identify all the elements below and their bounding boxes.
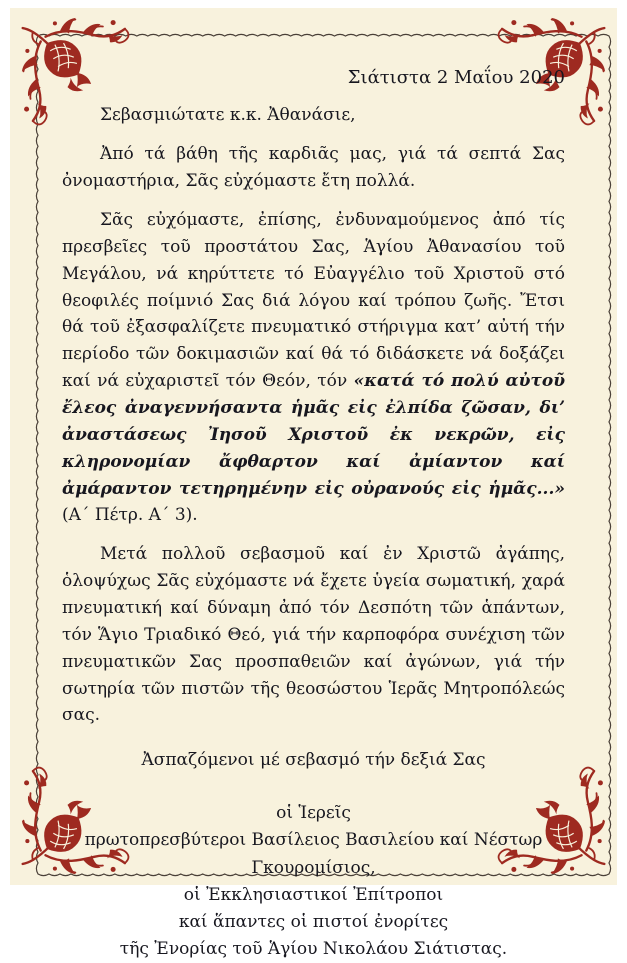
scripture-reference: (Α΄ Πέτρ. Α΄ 3).	[62, 505, 198, 526]
signature-block	[62, 800, 565, 963]
paragraph-2	[62, 207, 565, 529]
signature-line: τῆς Ἐνορίας τοῦ Ἁγίου Νικολάου Σιάτιστας.	[119, 939, 508, 960]
paragraph-2-text: Σᾶς εὐχόμαστε, ἐπίσης, ἐνδυναμούμενος ἀπό τίς πρεσβεῖες τοῦ προστάτου Σας, Ἁγίου Ἀθανασίου τοῦ Μεγάλου, νά κηρύττετε τό Εὐαγγέλιο τοῦ Χριστοῦ στό θεοφιλές ποίμνιό Σας διά λόγου καί τρόπου ζωῆς. Ἔτσι θά τοῦ ἐξασφαλίζετε πνευματικό στήριγμα κατ’ αὐτή τήν περίοδο τῶν δοκιμασιῶν καί θά τό διδάσκετε νά δοξάζει καί νά εὐχαριστεῖ τόν Θεόν, τόν	[62, 210, 565, 392]
paragraph-1: Ἀπό τά βάθη τῆς καρδιᾶς μας, γιά τά σεπτά Σας ὀνομαστήρια, Σᾶς εὐχόμαστε ἔτη πολλά.	[62, 144, 565, 192]
signature-line: οἱ Ἱερεῖς	[276, 803, 351, 824]
salutation: Σεβασμιώτατε κ.κ. Ἀθανάσιε,	[100, 105, 356, 126]
signature-line: οἱ Ἐκκλησιαστικοί Ἐπίτροποι	[183, 884, 444, 905]
letter-paper	[10, 8, 617, 960]
closing-line: Ἀσπαζόμενοι μέ σεβασμό τήν δεξιά Σας	[141, 750, 486, 771]
letter-body	[62, 58, 565, 963]
signature-line: πρωτοπρεσβύτεροι Βασίλειος Βασιλείου καί Νέστωρ Γκουρομίσιος,	[84, 830, 543, 878]
signature-line: καί ἅπαντες οἱ πιστοί ἐνορίτες	[178, 911, 449, 932]
scripture-quote: «κατά τό πολύ αὐτοῦ ἔλεος ἀναγεννήσαντα ἡμᾶς εἰς ἐλπίδα ζῶσαν, δι’ ἀναστάσεως Ἰησοῦ Χριστοῦ ἐκ νεκρῶν, εἰς κληρονομίαν ἄφθαρτον καί ἀμίαντον καί ἀμάραντον τετηρημένην εἰς οὐρανούς εἰς ἡμᾶς...»	[62, 371, 565, 499]
letter-date: Σιάτιστα 2 Μαΐου 2020	[347, 67, 565, 88]
paragraph-3: Μετά πολλοῦ σεβασμοῦ καί ἐν Χριστῶ ἀγάπης, ὁλοψύχως Σᾶς εὐχόμαστε νά ἔχετε ὑγεία σωματική, χαρά πνευματική καί δύναμη ἀπό τόν Δεσπότη τῶν ἁπάντων, τόν Ἅγιο Τριαδικό Θεό, γιά τήν καρποφόρα συνέχιση τῶν πνευματικῶν Σας προσπαθειῶν καί ἀγώνων, γιά τήν σωτηρία τῶν πιστῶν τῆς θεοσώστου Ἱερᾶς Μητροπόλεώς σας.	[62, 544, 565, 726]
